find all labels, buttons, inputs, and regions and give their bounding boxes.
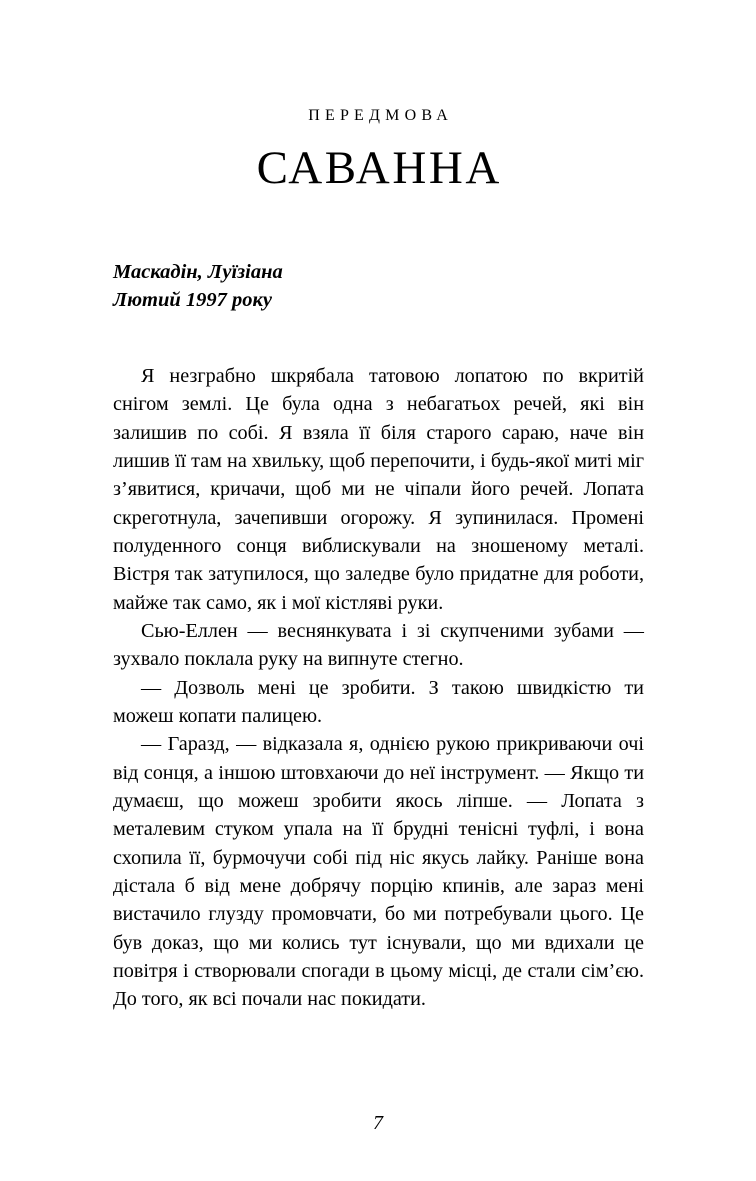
text-column [113,258,644,1014]
chapter-heading [0,108,756,223]
body-paragraph: — Дозволь мені це зробити. З такою швидкістю ти можеш копати палицею. [113,676,644,727]
dateline-date: Лютий 1997 року [113,289,273,312]
body-paragraph: Сью-Еллен — веснянкувата і зі скупченими зубами — зухвало поклала руку на випнуте стегно. [113,619,644,671]
body-paragraph: Я незграбно шкрябала татовою лопатою по вкритій снігом землі. Це була одна з небагатьох речей, які він залишив по собі. Я взяла її біля старого сараю, наче він лишив її там на хвильку, щоб перепочити, і будь-якої миті міг з’явитися, кричачи, щоб ми не чіпали його речей. Лопата скреготнула, зачепивши огорожу. Я зупинилася. Промені полуденного сонця виблискували на зношеному металі. Вістря так затупилося, що заледве було придатне для роботи, майже так само, як і мої кістляві руки. [113,364,644,614]
body-text [113,362,644,1014]
page-title: САВАННА [256,142,502,194]
body-paragraph: — Гаразд, — відказала я, однією рукою прикриваючи очі від сонця, а іншою штовхаючи до неї інструмент. — Якщо ти думаєш, що можеш зробити якось ліпше. — Лопата з металевим стуком упала на її брудні тенісні туфлі, і вона схопила її, бурмочучи собі під ніс якусь лайку. Раніше вона дістала б від мене добрячу порцію кпинів, але зараз мені вистачило глузду промовчати, бо ми потребували цього. Це був доказ, що ми колись тут існували, що ми вдихали це повітря і створювали спогади в цьому місці, де стали сім’єю. До того, як всі почали нас покидати. [113,733,644,1011]
dateline-place: Маскадін, Луїзіана [113,261,283,283]
chapter-eyebrow-label: ПЕРЕДМОВА [308,107,453,124]
page-number: 7 [373,1112,383,1134]
dateline [113,258,644,315]
